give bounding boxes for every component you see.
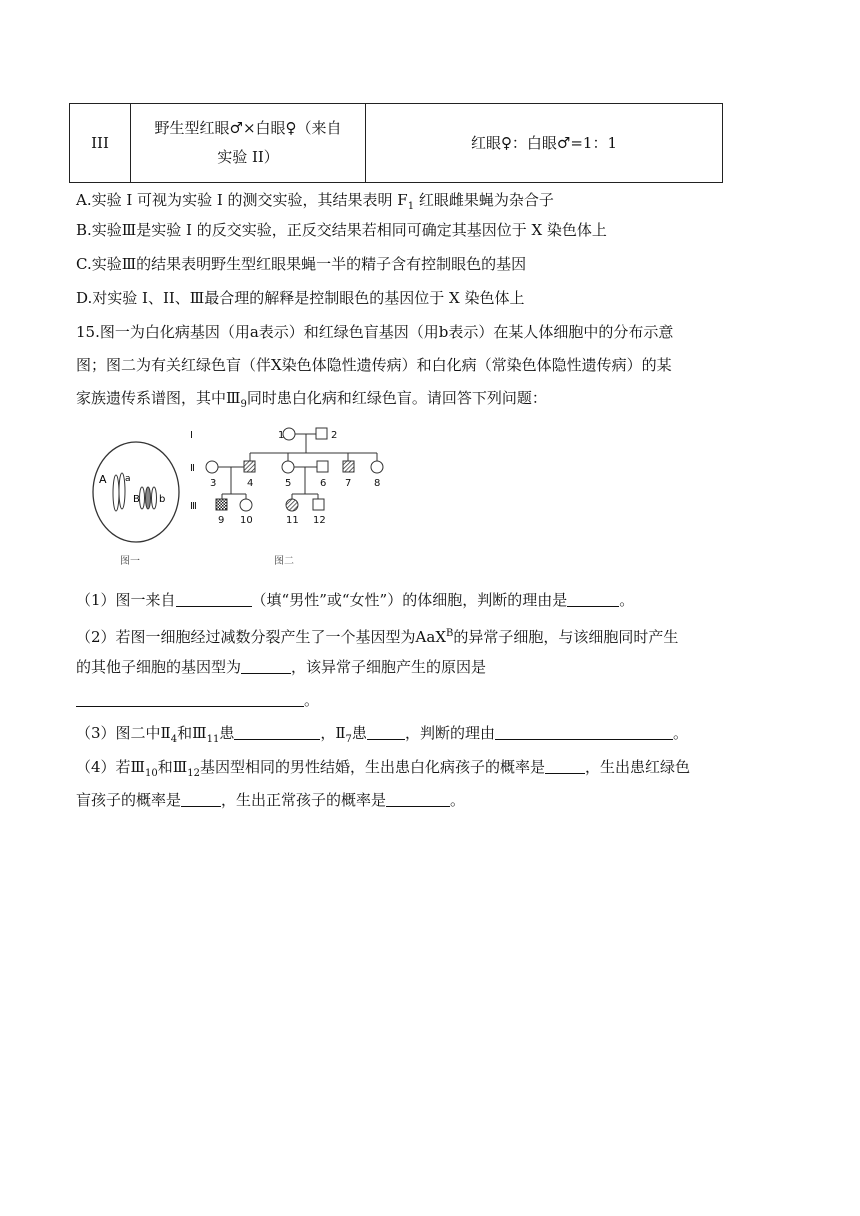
gene-B-label: B — [133, 494, 140, 505]
question-2-line-2: 的其他子细胞的基因型为 ，该异常子细胞产生的原因是 — [76, 658, 487, 676]
answer-blank[interactable] — [241, 658, 291, 674]
label-3: 3 — [210, 478, 217, 489]
answer-blank[interactable] — [495, 724, 673, 740]
label-7: 7 — [345, 478, 352, 489]
figure-2-caption: 图二 — [274, 556, 294, 567]
label-6: 6 — [320, 478, 327, 489]
label-4: 4 — [247, 478, 254, 489]
figure-1-caption: 图一 — [120, 556, 140, 567]
question-4-line-2: 盲孩子的概率是 ，生出正常孩子的概率是 。 — [76, 791, 466, 809]
individual-6 — [317, 461, 328, 472]
question-15-line-1: 15.图一为白化病基因（用a表示）和红绿色盲基因（用b表示）在某人体细胞中的分布示意 — [76, 323, 674, 341]
individual-10 — [240, 499, 252, 511]
result-cell: 红眼♀：白眼♂=1：1 — [366, 104, 723, 183]
chromosome-b2 — [146, 487, 151, 509]
option-c: C.实验Ⅲ的结果表明野生型红眼果蝇一半的精子含有控制眼色的基因 — [76, 255, 527, 273]
question-15-line-2: 图；图二为有关红绿色盲（伴X染色体隐性遗传病）和白化病（常染色体隐性遗传病）的某 — [76, 356, 672, 374]
label-5: 5 — [285, 478, 292, 489]
gene-b-label: b — [159, 494, 166, 505]
label-8: 8 — [374, 478, 381, 489]
individual-1 — [283, 428, 295, 440]
answer-blank[interactable] — [386, 791, 450, 807]
option-d: D.对实验 I、II、Ⅲ最合理的解释是控制眼色的基因位于 X 染色体上 — [76, 289, 525, 307]
experiment-number: III — [70, 104, 131, 183]
cross-line-2: 实验 II） — [217, 148, 279, 166]
cell-outline — [93, 442, 179, 542]
label-10: 10 — [240, 515, 253, 526]
generation-I-label: Ⅰ — [190, 430, 193, 441]
generation-II-label: Ⅱ — [190, 463, 195, 474]
label-1: 1 — [278, 430, 285, 441]
question-1: （1）图一来自 （填“男性”或“女性”）的体细胞，判断的理由是 。 — [76, 591, 635, 609]
individual-5 — [282, 461, 294, 473]
individual-7 — [343, 461, 354, 472]
individual-9 — [216, 499, 227, 510]
chromosome-b3 — [152, 487, 157, 509]
answer-blank[interactable] — [545, 758, 585, 774]
chromosome-b1 — [140, 487, 145, 509]
individual-2 — [316, 428, 327, 439]
answer-blank[interactable] — [567, 591, 619, 607]
figure-cell — [93, 442, 179, 567]
label-2: 2 — [331, 430, 338, 441]
answer-blank[interactable] — [76, 691, 304, 707]
individual-12 — [313, 499, 324, 510]
gene-A-label: A — [99, 473, 107, 486]
generation-III-label: Ⅲ — [190, 501, 197, 512]
answer-blank[interactable] — [234, 724, 320, 740]
individual-4 — [244, 461, 255, 472]
answer-blank[interactable] — [176, 591, 252, 607]
question-2-line-1: （2）若图一细胞经过减数分裂产生了一个基因型为AaX$^B$的异常子细胞，与该细胞同时产生 — [76, 628, 679, 646]
cross-cell — [131, 104, 366, 183]
cross-line-1: 野生型红眼♂×白眼♀（来自 — [154, 119, 342, 137]
option-b: B.实验Ⅲ是实验 I 的反交实验，正反交结果若相同可确定其基因位于 X 染色体上 — [76, 221, 607, 239]
individual-11 — [286, 499, 298, 511]
table-row — [70, 104, 723, 183]
chromosome-a1 — [113, 475, 119, 511]
individual-3 — [206, 461, 218, 473]
answer-blank[interactable] — [367, 724, 405, 740]
question-3: （3）图二中$Ⅱ_4$和$Ⅲ_{11}$患 ，$Ⅱ_7$患 ，判断的理由 。 — [76, 724, 688, 745]
option-a: A.实验 I 可视为实验 I 的测交实验，其结果表明 $F_1$ 红眼雌果蝇为杂合子 — [76, 191, 554, 212]
question-4-line-1: （4）若$Ⅲ_{10}$和$Ⅲ_{12}$基因型相同的男性结婚，生出患白化病孩子的概率是 ，生出患红绿色 — [76, 758, 690, 779]
label-9: 9 — [218, 515, 225, 526]
answer-blank[interactable] — [181, 791, 221, 807]
question-2-line-3: 。 — [76, 690, 319, 710]
figures — [84, 418, 414, 568]
question-15-line-3: 家族遗传系谱图，其中$Ⅲ_9$同时患白化病和红绿色盲。请回答下列问题： — [76, 389, 547, 410]
individual-8 — [371, 461, 383, 473]
label-11: 11 — [286, 515, 299, 526]
pedigree — [190, 428, 383, 567]
label-12: 12 — [313, 515, 326, 526]
experiment-table — [69, 103, 723, 183]
gene-a-label: a — [125, 474, 131, 484]
